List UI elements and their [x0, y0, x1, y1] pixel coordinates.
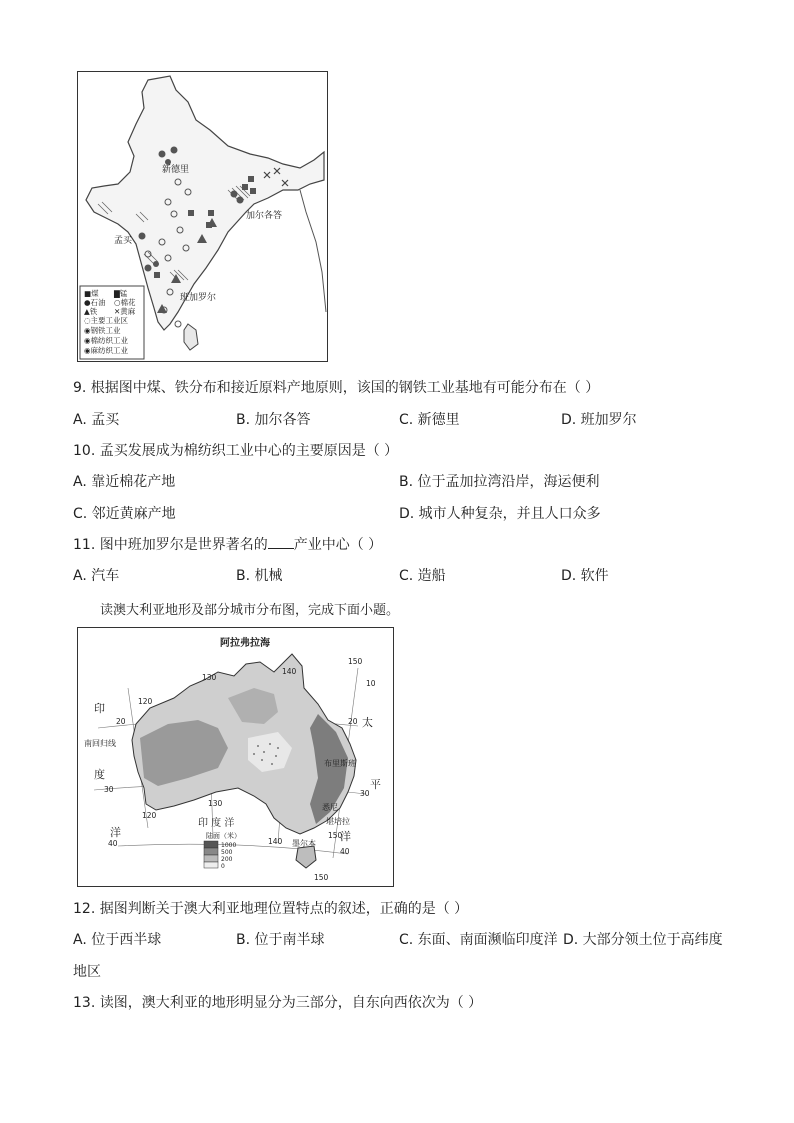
q11-stem-before: 11. 图中班加罗尔是世界著名的 — [73, 537, 268, 553]
legend-iron: ▲铁 — [84, 307, 98, 316]
svg-text:1000: 1000 — [221, 842, 237, 849]
q10-option-d[interactable]: D. 城市人种复杂，并且人口众多 — [399, 506, 601, 522]
svg-text:150: 150 — [348, 657, 363, 666]
svg-text:30: 30 — [104, 785, 114, 794]
q12-option-d[interactable]: D. 大部分领土位于高纬度 — [563, 932, 723, 948]
sri-lanka-outline — [184, 324, 198, 350]
q10-option-b[interactable]: B. 位于孟加拉湾沿岸，海运便利 — [399, 474, 600, 490]
legend-manganese: ▇锰 — [114, 289, 128, 298]
question-10-stem: 10. 孟买发展成为棉纺织工业中心的主要原因是（ ） — [73, 443, 399, 459]
q11-stem-after: 产业中心（ ） — [293, 537, 383, 553]
coast-line — [300, 190, 326, 312]
q11-option-d[interactable]: D. 软件 — [561, 568, 609, 584]
svg-text:130: 130 — [208, 799, 223, 808]
q11-blank — [268, 536, 294, 549]
svg-text:30: 30 — [360, 789, 370, 798]
label-kolkata: 加尔各答 — [246, 211, 283, 221]
svg-text:20: 20 — [348, 717, 358, 726]
svg-text:10: 10 — [366, 679, 376, 688]
question-11-stem — [73, 536, 382, 554]
legend-oil: ●石油 — [84, 298, 106, 307]
label-pacific-2: 平 — [370, 778, 381, 791]
label-tropic: 南回归线 — [84, 739, 116, 748]
svg-text:200: 200 — [221, 856, 233, 863]
svg-text:0: 0 — [221, 863, 225, 870]
legend-cotton: ○棉花 — [114, 298, 136, 307]
svg-text:130: 130 — [202, 673, 217, 682]
label-indian-ocean-1: 印 — [94, 702, 105, 715]
legend-cotton-textile: ◉棉纺织工业 — [84, 336, 129, 345]
question-13-stem: 13. 读图，澳大利亚的地形明显分为三部分，自东向西依次为（ ） — [73, 995, 483, 1011]
australia-map-figure — [78, 628, 393, 886]
q12-option-c[interactable]: C. 东面、南面濒临印度洋 — [399, 932, 558, 948]
svg-text:140: 140 — [282, 667, 297, 676]
q12-option-d-wrap: 地区 — [73, 964, 101, 980]
label-bangalore: 班加罗尔 — [180, 293, 217, 303]
legend-industrial-zone: ◌主要工业区 — [84, 316, 129, 325]
australia-intro: 读澳大利亚地形及部分城市分布图，完成下面小题。 — [100, 603, 400, 618]
q11-option-a[interactable]: A. 汽车 — [73, 568, 120, 584]
q10-option-c[interactable]: C. 邻近黄麻产地 — [73, 506, 176, 522]
tasmania-outline — [296, 846, 316, 868]
svg-text:120: 120 — [142, 811, 157, 820]
svg-text:40: 40 — [108, 839, 118, 848]
question-12-stem: 12. 据图判断关于澳大利亚地理位置特点的叙述，正确的是（ ） — [73, 901, 469, 917]
label-pacific-1: 太 — [362, 716, 373, 729]
india-map — [77, 71, 328, 362]
india-map-figure — [78, 72, 327, 361]
legend-jute: ✕黄麻 — [114, 307, 136, 316]
q11-option-b[interactable]: B. 机械 — [236, 568, 283, 584]
label-indian-ocean-2: 度 — [94, 768, 105, 781]
svg-text:140: 140 — [268, 837, 283, 846]
label-new-delhi: 新德里 — [162, 165, 190, 175]
label-canberra: 堪培拉 — [326, 817, 350, 826]
label-brisbane: 布里斯班 — [324, 759, 356, 768]
label-indian-ocean-south: 印 度 洋 — [198, 818, 235, 829]
legend-steel: ◉钢铁工业 — [84, 326, 121, 335]
label-melbourne: 墨尔本 — [292, 839, 316, 848]
svg-text:40: 40 — [340, 847, 350, 856]
label-pacific-3: 洋 — [340, 830, 351, 843]
svg-text:20: 20 — [116, 717, 126, 726]
svg-text:500: 500 — [221, 849, 233, 856]
legend-title: 陆面（米） — [206, 832, 241, 840]
legend-jute-textile: ◉麻纺织工业 — [84, 346, 129, 355]
elevation-legend — [204, 831, 241, 870]
q10-option-a[interactable]: A. 靠近棉花产地 — [73, 474, 176, 490]
label-arafura-sea: 阿拉弗拉海 — [220, 638, 270, 649]
label-mumbai: 孟买 — [114, 236, 133, 246]
australia-map — [77, 627, 394, 887]
svg-text:150: 150 — [314, 873, 329, 882]
svg-text:150: 150 — [328, 831, 343, 840]
label-indian-ocean-3: 洋 — [110, 826, 121, 839]
question-9-stem: 9. 根据图中煤、铁分布和接近原料产地原则，该国的钢铁工业基地有可能分布在（ ） — [73, 380, 600, 396]
q9-option-a[interactable]: A. 孟买 — [73, 412, 120, 428]
legend-coal: ■煤 — [84, 289, 99, 298]
q9-option-c[interactable]: C. 新德里 — [399, 412, 460, 428]
svg-text:120: 120 — [138, 697, 153, 706]
q12-option-a[interactable]: A. 位于西半球 — [73, 932, 162, 948]
q12-option-b[interactable]: B. 位于南半球 — [236, 932, 325, 948]
label-sydney: 悉尼 — [322, 803, 338, 812]
q11-option-c[interactable]: C. 造船 — [399, 568, 446, 584]
q9-option-b[interactable]: B. 加尔各答 — [236, 412, 311, 428]
q9-option-d[interactable]: D. 班加罗尔 — [561, 412, 637, 428]
